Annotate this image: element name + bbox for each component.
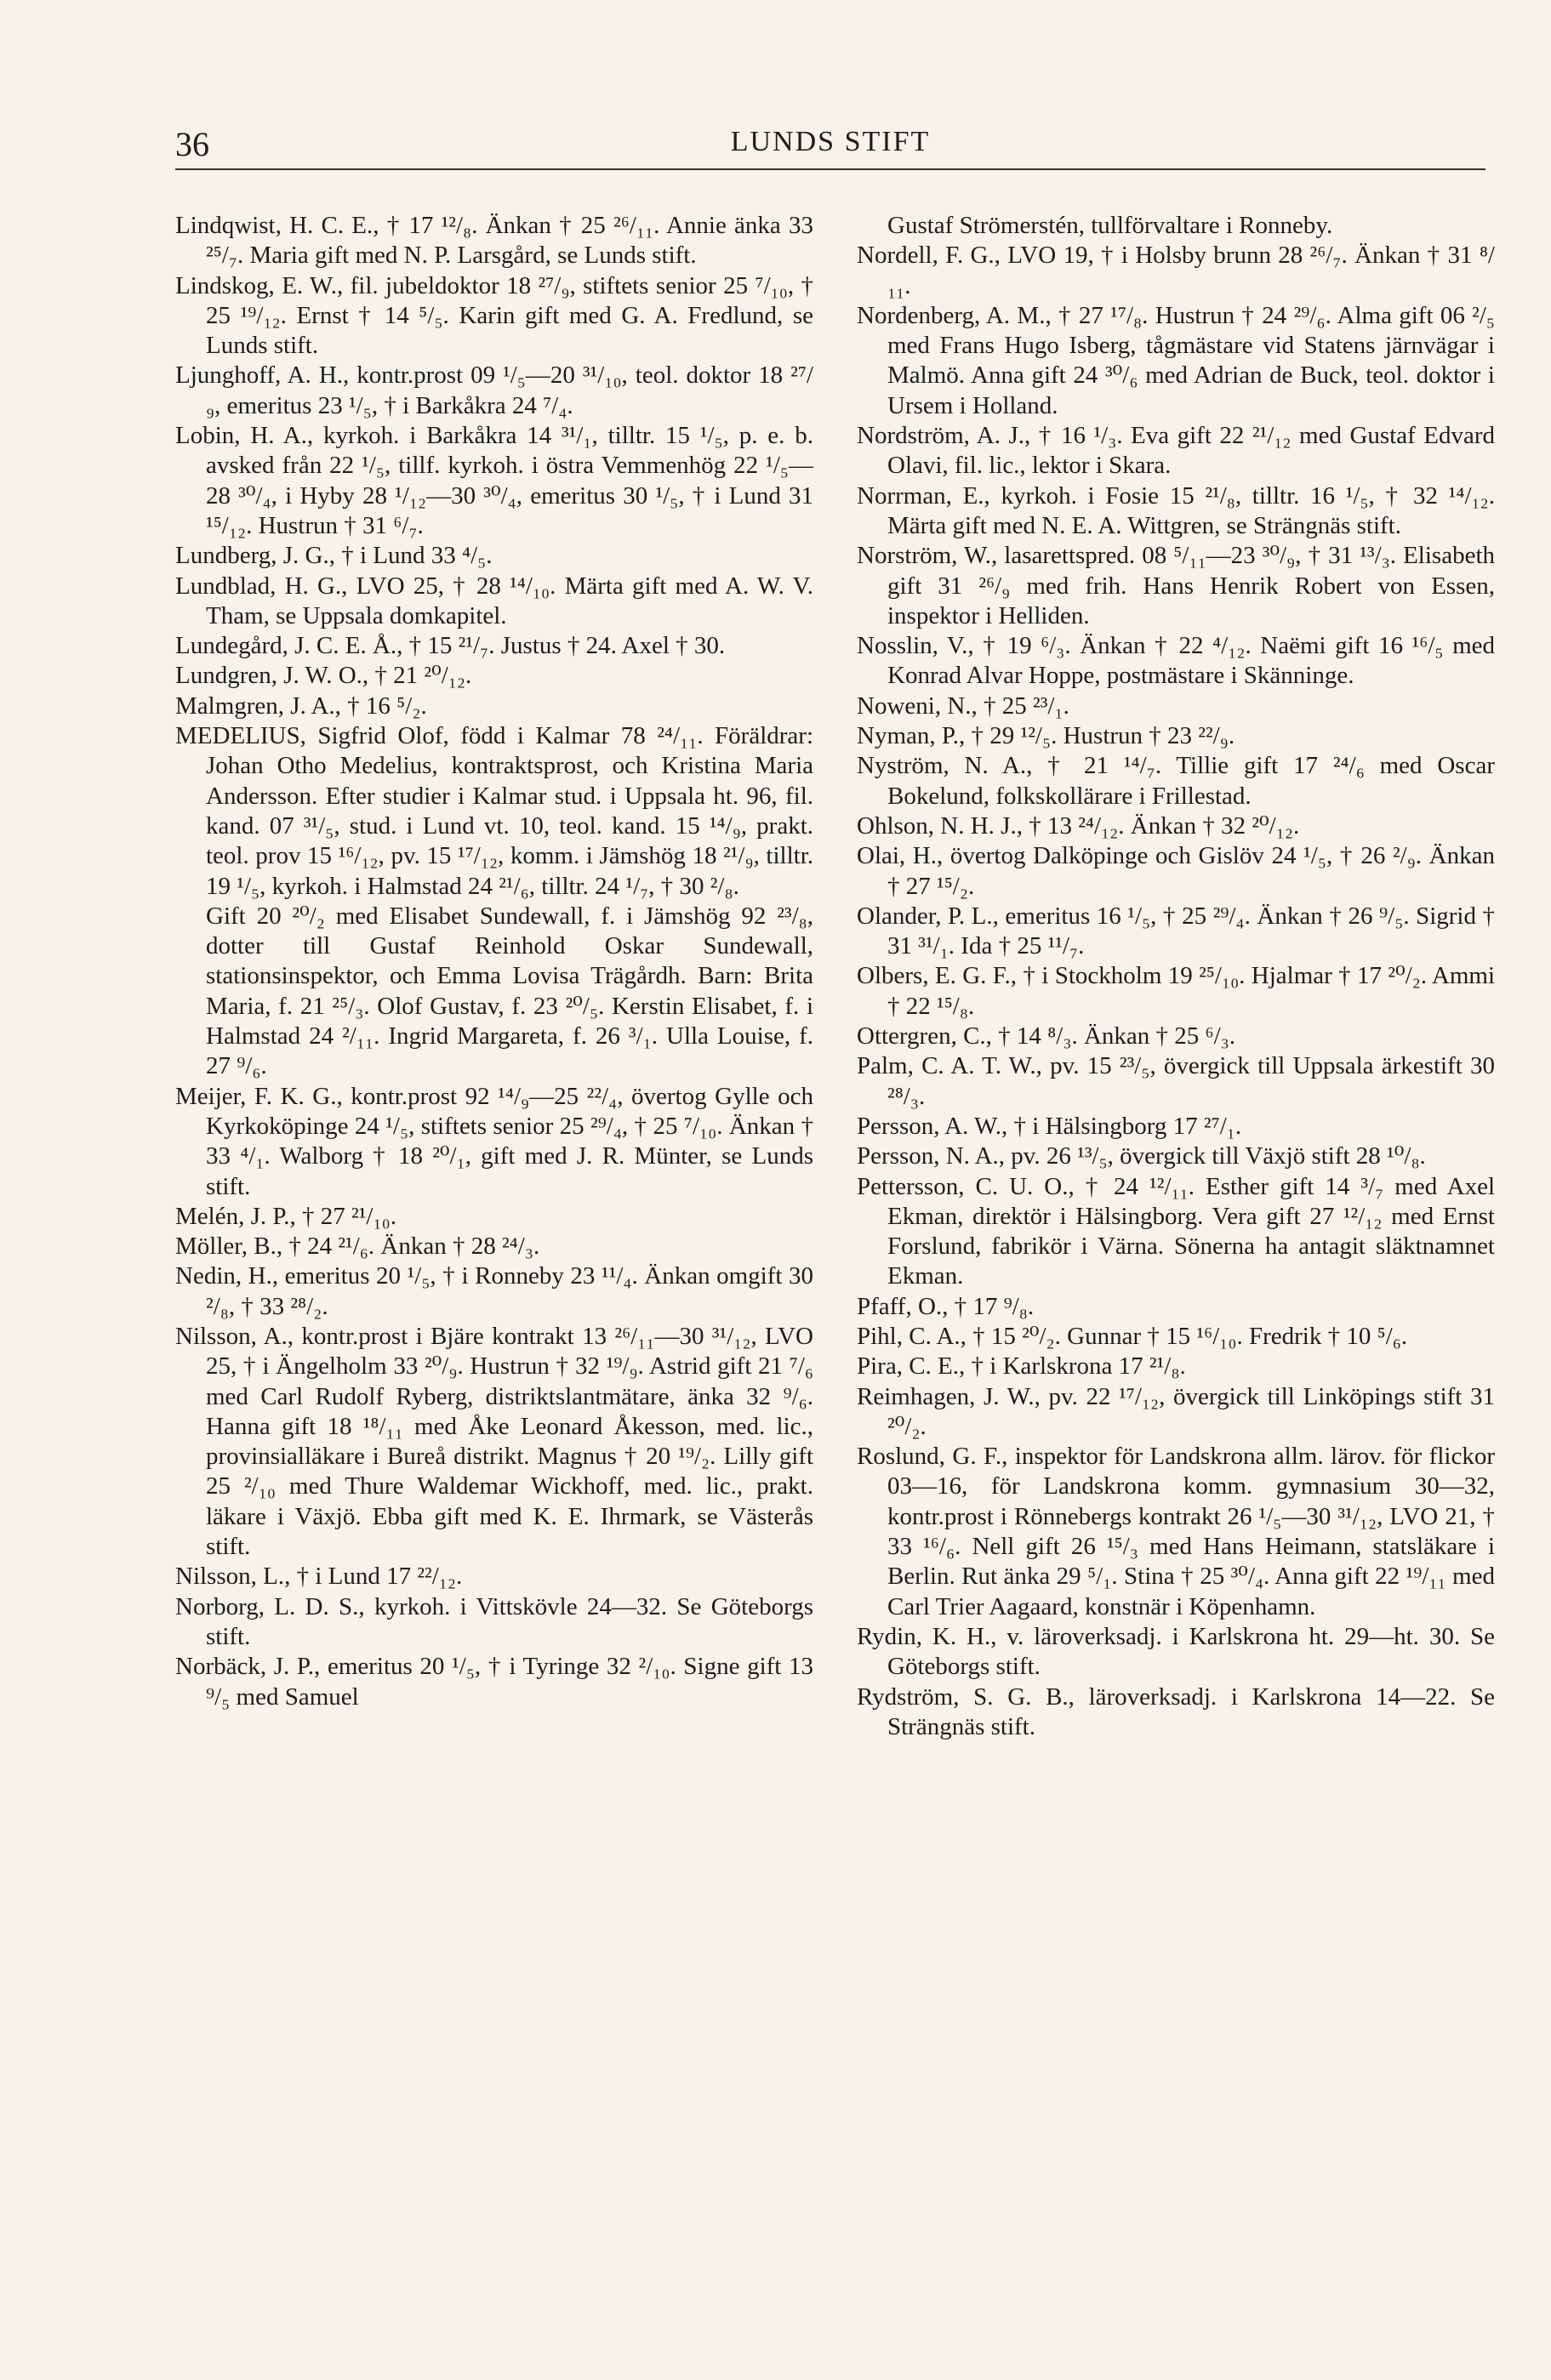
entry: Pira, C. E., † i Karlskrona 17 ²¹/₈.	[857, 1352, 1186, 1381]
entry: Persson, A. W., † i Hälsingborg 17 ²⁷/₁.	[857, 1112, 1242, 1140]
entry: Malmgren, J. A., † 16 ⁵/₂.	[175, 692, 427, 720]
entry: Möller, B., † 24 ²¹/₆. Änkan † 28 ²⁴/₃.	[175, 1233, 540, 1261]
entry: Noweni, N., † 25 ²³/₁.	[857, 692, 1069, 720]
entry: Rydin, K. H., v. läroverksadj. i Karlskrona ht. 29—ht. 30. Se Göteborgs stift.	[857, 1622, 1495, 1681]
entry: Nilsson, A., kontr.prost i Bjäre kontrakt 13 ²⁶/₁₁—30 ³¹/₁₂, LVO 25, † i Ängelholm 33 ²⁰/₉. Hustrun † 32 ¹⁹/₉. Astrid gift 21 ⁷/₆ med Carl Rudolf Ryberg, distriktslantmätare, änka 32 ⁹/₆. Hanna gift 18 ¹⁸/₁₁ med Åke Leonard Åkesson, med. lic., provinsialläkare i Bureå distrikt. Magnus † 20 ¹⁹/₂. Lilly gift 25 ²/₁₀ med Thure Waldemar Wickhoff, med. lic., prakt. läkare i Växjö. Ebba gift med K. E. Ihrmark, se Västerås stift.	[175, 1322, 813, 1561]
entry: Norbäck, J. P., emeritus 20 ¹/₅, † i Tyringe 32 ²/₁₀. Signe gift 13 ⁹/₅ med Samuel	[175, 1653, 813, 1711]
entry: Lundegård, J. C. E. Å., † 15 ²¹/₇. Justus † 24. Axel † 30.	[175, 632, 726, 660]
entry: Nedin, H., emeritus 20 ¹/₅, † i Ronneby 23 ¹¹/₄. Änkan omgift 30 ²/₈, † 33 ²⁸/₂.	[175, 1262, 813, 1320]
entry-biography-family: Gift 20 ²⁰/₂ med Elisabet Sundewall, f. i Jämshög 92 ²³/₈, dotter till Gustaf Reinhold Oskar Sundewall, stationsinspektor, och Emma Lovisa Trägårdh. Barn: Brita Maria, f. 21 ²⁵/₃. Olof Gustav, f. 23 ²⁰/₅. Kerstin Elisabet, f. i Halmstad 24 ²/₁₁. Ingrid Margareta, f. 26 ³/₁. Ulla Louise, f. 27 ⁹/₆.	[206, 902, 813, 1080]
entry-biography: MEDELIUS, Sigfrid Olof, född i Kalmar 78 ²⁴/₁₁. Föräldrar: Johan Otho Medelius, kontraktsprost, och Kristina Maria Andersson. Efter studier i Kalmar stud. i Uppsala ht. 96, fil. kand. 07 ³¹/₅, stud. i Lund vt. 10, teol. kand. 15 ¹⁴/₉, prakt. teol. prov 15 ¹⁶/₁₂, pv. 15 ¹⁷/₁₂, komm. i Jämshög 18 ²¹/₉, tilltr. 19 ¹/₅, kyrkoh. i Halmstad 24 ²¹/₆, tilltr. 24 ¹/₇, † 30 ²/₈.	[175, 722, 813, 900]
entry: Nordell, F. G., LVO 19, † i Holsby brunn 28 ²⁶/₇. Änkan † 31 ⁸/₁₁.	[857, 242, 1495, 299]
right-column	[857, 211, 1495, 1742]
entry-continued: Gustaf Strömerstén, tullförvaltare i Ronneby.	[887, 212, 1333, 239]
entry: Roslund, G. F., inspektor för Landskrona allm. lärov. för flickor 03—16, för Landskrona komm. gymnasium 30—32, kontr.prost i Rönnebergs kontrakt 26 ¹/₅—30 ³¹/₁₂, LVO 21, † 33 ¹⁶/₆. Nell gift 26 ¹⁵/₃ med Hans Heimann, statsläkare i Berlin. Rut änka 29 ⁵/₁. Stina † 25 ³⁰/₄. Anna gift 22 ¹⁹/₁₁ med Carl Trier Aagaard, konstnär i Köpenhamn.	[857, 1443, 1495, 1620]
entry: Nordström, A. J., † 16 ¹/₃. Eva gift 22 ²¹/₁₂ med Gustaf Edvard Olavi, fil. lic., lektor i Skara.	[857, 422, 1495, 480]
page-number: 36	[175, 125, 209, 163]
entry: Rydström, S. G. B., läroverksadj. i Karlskrona 14—22. Se Strängnäs stift.	[857, 1683, 1495, 1740]
entry: Palm, C. A. T. W., pv. 15 ²³/₅, övergick till Uppsala ärkestift 30 ²⁸/₃.	[857, 1052, 1495, 1110]
entry: Nyman, P., † 29 ¹²/₅. Hustrun † 23 ²²/₉.	[857, 722, 1235, 750]
entry: Olai, H., övertog Dalköpinge och Gislöv 24 ¹/₅, † 26 ²/₉. Änkan † 27 ¹⁵/₂.	[857, 842, 1495, 900]
entry: Norborg, L. D. S., kyrkoh. i Vittskövle 24—32. Se Göteborgs stift.	[175, 1592, 813, 1650]
entry: Lundgren, J. W. O., † 21 ²⁰/₁₂.	[175, 662, 472, 690]
entry: Nyström, N. A., † 21 ¹⁴/₇. Tillie gift 17 ²⁴/₆ med Oscar Bokelund, folkskollärare i Frillestad.	[857, 752, 1495, 810]
entry: Lindqwist, H. C. E., † 17 ¹²/₈. Änkan † 25 ²⁶/₁₁. Annie änka 33 ²⁵/₇. Maria gift med N. P. Larsgård, se Lunds stift.	[175, 212, 813, 270]
entry: Reimhagen, J. W., pv. 22 ¹⁷/₁₂, övergick till Linköpings stift 31 ²⁰/₂.	[857, 1382, 1495, 1440]
entry: Norrman, E., kyrkoh. i Fosie 15 ²¹/₈, tilltr. 16 ¹/₅, † 32 ¹⁴/₁₂. Märta gift med N. E. A. Wittgren, se Strängnäs stift.	[857, 481, 1495, 539]
entry: Meijer, F. K. G., kontr.prost 92 ¹⁴/₉—25 ²²/₄, övertog Gylle och Kyrkoköpinge 24 ¹/₅, stiftets senior 25 ²⁹/₄, † 25 ⁷/₁₀. Änkan † 33 ⁴/₁. Walborg † 18 ²⁰/₁, gift med J. R. Münter, se Lunds stift.	[175, 1082, 813, 1200]
entry: Pfaff, O., † 17 ⁹/₈.	[857, 1292, 1035, 1320]
entry: Persson, N. A., pv. 26 ¹³/₅, övergick till Växjö stift 28 ¹⁰/₈.	[857, 1142, 1426, 1170]
entry: Pettersson, C. U. O., † 24 ¹²/₁₁. Esther gift 14 ³/₇ med Axel Ekman, direktör i Hälsingborg. Vera gift 27 ¹²/₁₂ med Ernst Forslund, fabrikör i Värna. Sönerna ha antagit släktnamnet Ekman.	[857, 1172, 1495, 1290]
left-column	[175, 211, 813, 1712]
entry: Nosslin, V., † 19 ⁶/₃. Änkan † 22 ⁴/₁₂. Naëmi gift 16 ¹⁶/₅ med Konrad Alvar Hoppe, postmästare i Skänninge.	[857, 632, 1495, 690]
header-rule	[175, 168, 1485, 170]
entry: Nordenberg, A. M., † 27 ¹⁷/₈. Hustrun † 24 ²⁹/₆. Alma gift 06 ²/₅ med Frans Hugo Isberg, tågmästare vid Statens järnvägar i Malmö. Anna gift 24 ³⁰/₆ med Adrian de Buck, teol. doktor i Ursem i Holland.	[857, 301, 1495, 419]
entry: Olander, P. L., emeritus 16 ¹/₅, † 25 ²⁹/₄. Änkan † 26 ⁹/₅. Sigrid † 31 ³¹/₁. Ida † 25 ¹¹/₇.	[857, 902, 1495, 960]
entry: Olbers, E. G. F., † i Stockholm 19 ²⁵/₁₀. Hjalmar † 17 ²⁰/₂. Ammi † 22 ¹⁵/₈.	[857, 962, 1495, 1020]
entry: Ohlson, N. H. J., † 13 ²⁴/₁₂. Änkan † 32 ²⁰/₁₂.	[857, 811, 1300, 840]
entry: Pihl, C. A., † 15 ²⁰/₂. Gunnar † 15 ¹⁶/₁₀. Fredrik † 10 ⁵/₆.	[857, 1322, 1408, 1350]
page-header	[175, 124, 1485, 165]
running-title: LUNDS STIFT	[730, 126, 931, 157]
entry: Nilsson, L., † i Lund 17 ²²/₁₂.	[175, 1563, 463, 1591]
entry: Lundberg, J. G., † i Lund 33 ⁴/₅.	[175, 542, 493, 570]
entry: Lobin, H. A., kyrkoh. i Barkåkra 14 ³¹/₁, tilltr. 15 ¹/₅, p. e. b. avsked från 22 ¹/₅, tillf. kyrkoh. i östra Vemmenhög 22 ¹/₅—28 ³⁰/₄, i Hyby 28 ¹/₁₂—30 ³⁰/₄, emeritus 30 ¹/₅, † i Lund 31 ¹⁵/₁₂. Hustrun † 31 ⁶/₇.	[175, 422, 813, 539]
entry: Lindskog, E. W., fil. jubeldoktor 18 ²⁷/₉, stiftets senior 25 ⁷/₁₀, † 25 ¹⁹/₁₂. Ernst † 14 ⁵/₅. Karin gift med G. A. Fredlund, se Lunds stift.	[175, 271, 813, 360]
entry: Norström, W., lasarettspred. 08 ⁵/₁₁—23 ³⁰/₉, † 31 ¹³/₃. Elisabeth gift 31 ²⁶/₉ med frih. Hans Henrik Robert von Essen, inspektor i Helliden.	[857, 542, 1495, 629]
entry: Ottergren, C., † 14 ⁸/₃. Änkan † 25 ⁶/₃.	[857, 1022, 1236, 1051]
entry: Lundblad, H. G., LVO 25, † 28 ¹⁴/₁₀. Märta gift med A. W. V. Tham, se Uppsala domkapitel.	[175, 572, 813, 629]
entry: Melén, J. P., † 27 ²¹/₁₀.	[175, 1202, 396, 1230]
entry: Ljunghoff, A. H., kontr.prost 09 ¹/₅—20 ³¹/₁₀, teol. doktor 18 ²⁷/₉, emeritus 23 ¹/₅, † i Barkåkra 24 ⁷/₄.	[175, 362, 813, 419]
